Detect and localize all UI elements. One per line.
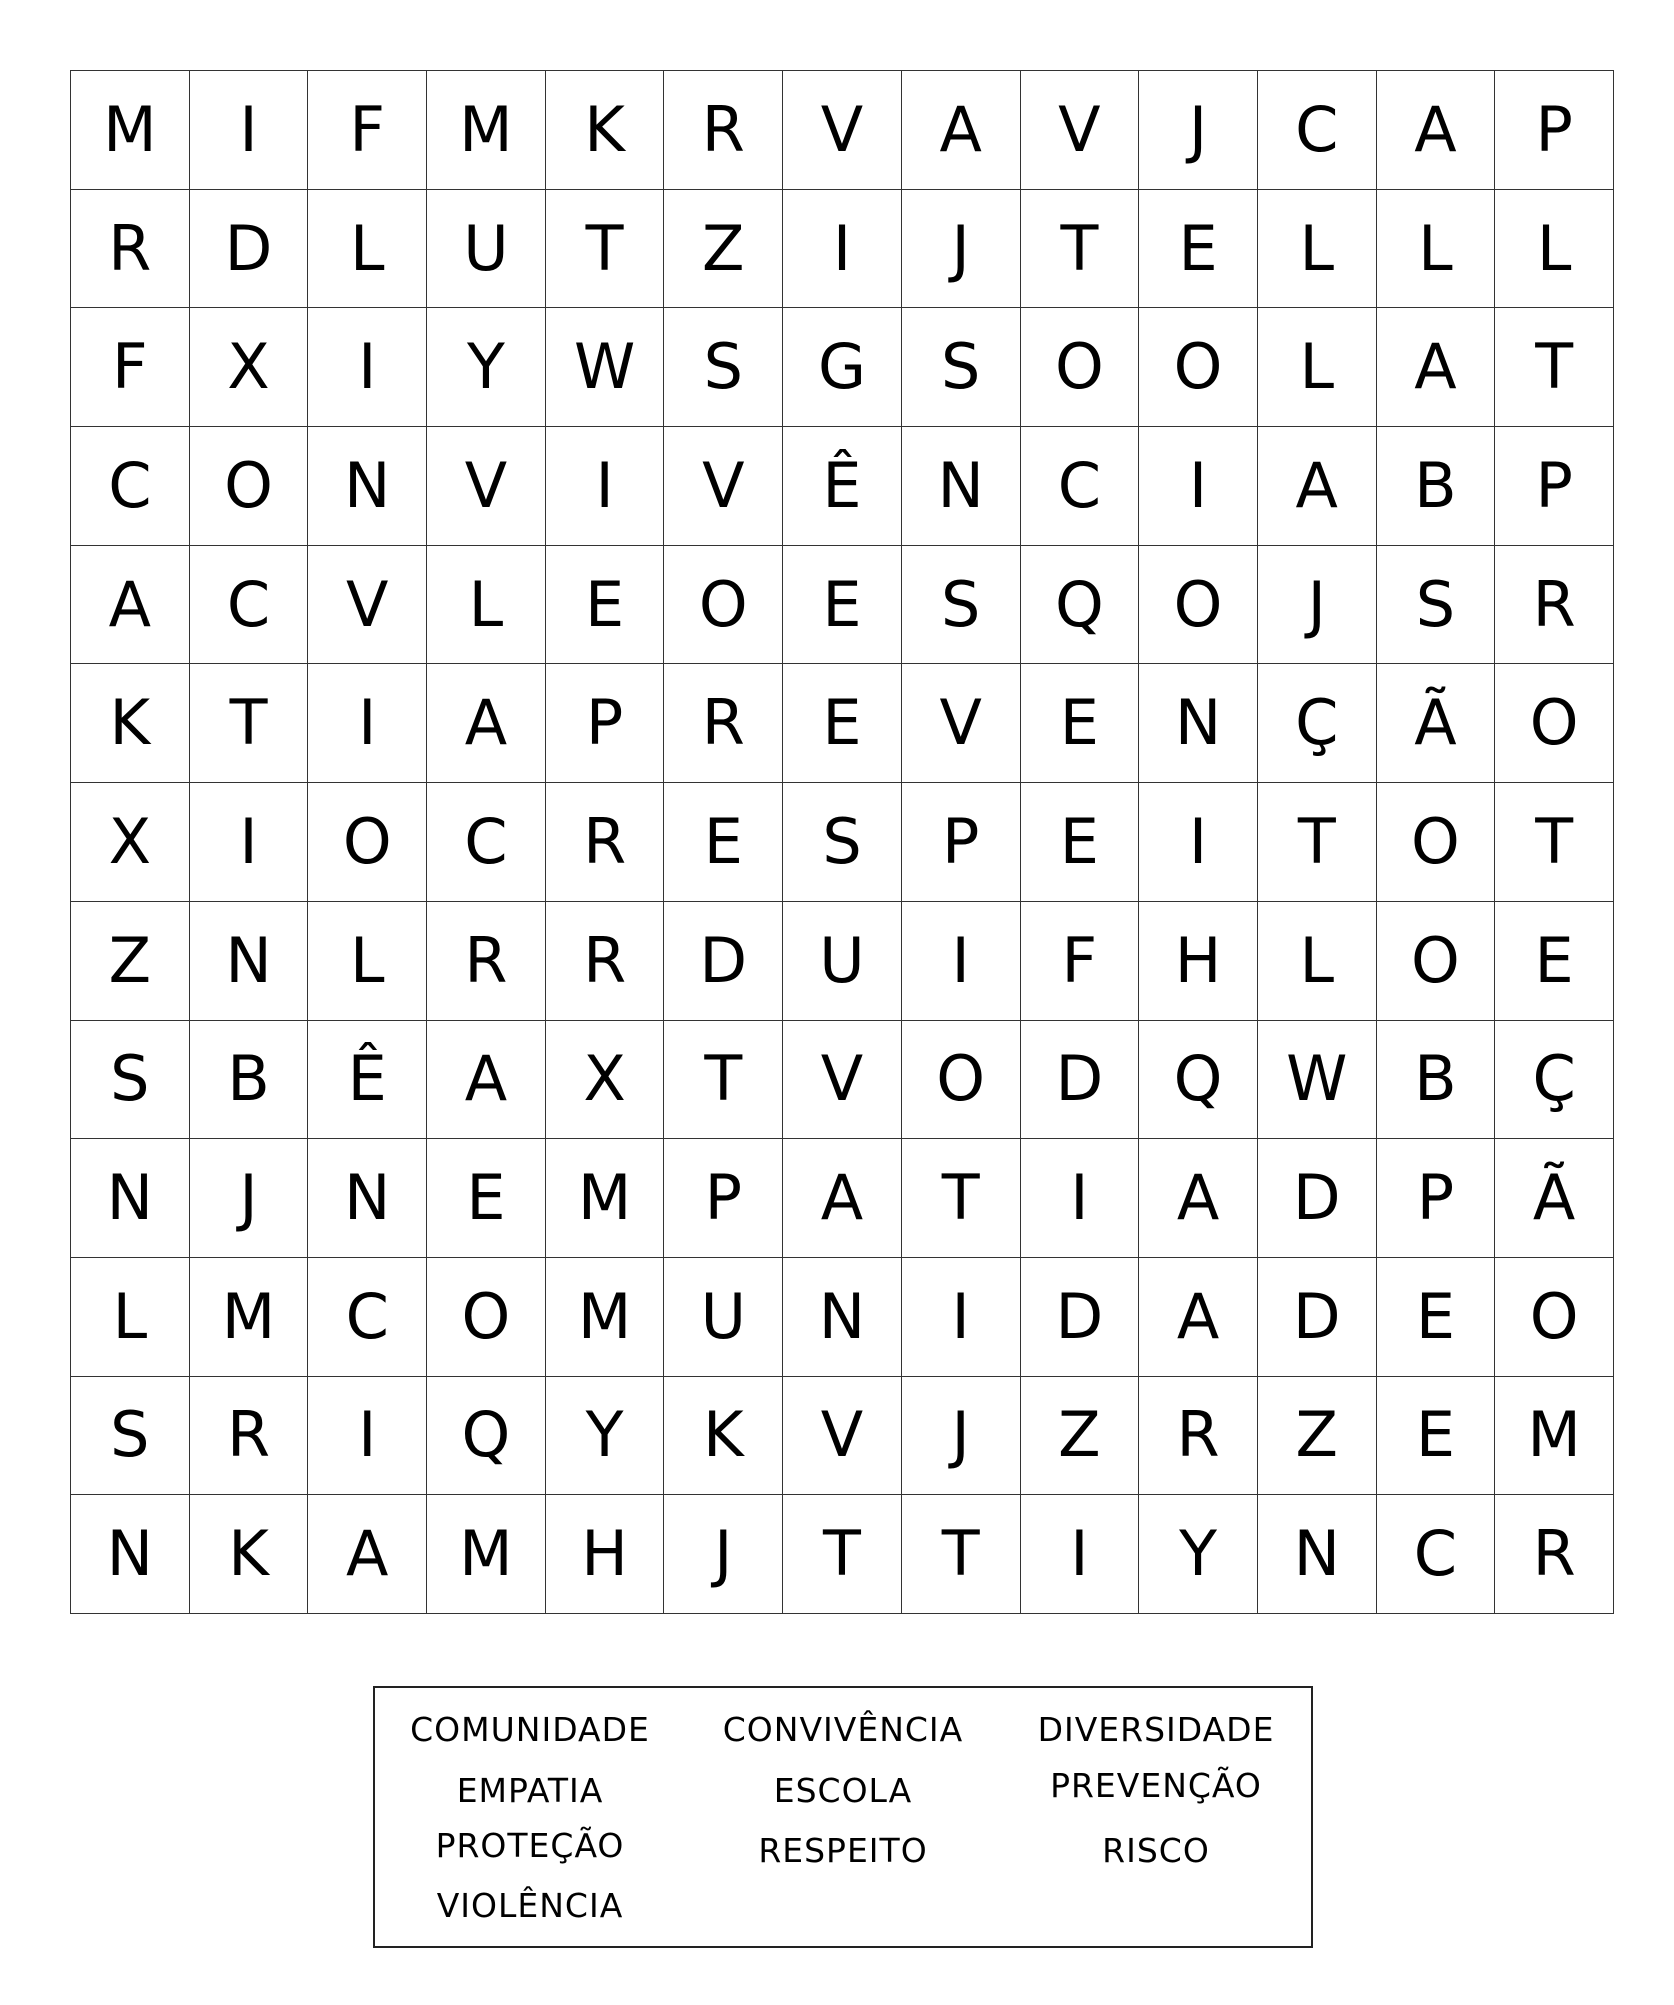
- grid-cell[interactable]: E: [546, 546, 665, 665]
- grid-cell[interactable]: E: [1377, 1377, 1496, 1496]
- grid-cell[interactable]: V: [1021, 71, 1140, 190]
- grid-cell[interactable]: K: [546, 71, 665, 190]
- grid-cell[interactable]: T: [190, 664, 309, 783]
- grid-cell[interactable]: I: [1139, 427, 1258, 546]
- grid-cell[interactable]: F: [71, 308, 190, 427]
- grid-cell[interactable]: V: [902, 664, 1021, 783]
- grid-cell[interactable]: W: [1258, 1021, 1377, 1140]
- grid-cell[interactable]: Z: [1021, 1377, 1140, 1496]
- grid-cell[interactable]: S: [1377, 546, 1496, 665]
- grid-cell[interactable]: I: [190, 71, 309, 190]
- grid-cell[interactable]: C: [190, 546, 309, 665]
- grid-cell[interactable]: M: [427, 1495, 546, 1614]
- grid-cell[interactable]: O: [1021, 308, 1140, 427]
- grid-cell[interactable]: J: [664, 1495, 783, 1614]
- grid-cell[interactable]: T: [783, 1495, 902, 1614]
- grid-cell[interactable]: S: [71, 1021, 190, 1140]
- grid-cell[interactable]: N: [308, 427, 427, 546]
- grid-cell[interactable]: J: [1258, 546, 1377, 665]
- grid-cell[interactable]: J: [902, 1377, 1021, 1496]
- grid-cell[interactable]: R: [1139, 1377, 1258, 1496]
- grid-cell[interactable]: T: [664, 1021, 783, 1140]
- grid-cell[interactable]: D: [1021, 1258, 1140, 1377]
- grid-cell[interactable]: M: [190, 1258, 309, 1377]
- grid-cell[interactable]: I: [308, 664, 427, 783]
- grid-cell[interactable]: S: [902, 308, 1021, 427]
- word-list-item: CONVIVÊNCIA: [722, 1710, 964, 1749]
- grid-cell[interactable]: K: [190, 1495, 309, 1614]
- grid-cell[interactable]: Q: [1021, 546, 1140, 665]
- grid-cell[interactable]: C: [71, 427, 190, 546]
- word-list-item: VIOLÊNCIA: [436, 1886, 624, 1925]
- grid-cell[interactable]: E: [783, 546, 902, 665]
- grid-cell[interactable]: I: [1021, 1139, 1140, 1258]
- grid-cell[interactable]: I: [190, 783, 309, 902]
- grid-cell[interactable]: L: [1258, 902, 1377, 1021]
- grid-cell[interactable]: U: [427, 190, 546, 309]
- grid-cell[interactable]: P: [902, 783, 1021, 902]
- grid-cell[interactable]: C: [1258, 71, 1377, 190]
- grid-cell[interactable]: O: [308, 783, 427, 902]
- grid-cell[interactable]: Ã: [1377, 664, 1496, 783]
- word-list-item: PREVENÇÃO: [1050, 1766, 1262, 1805]
- grid-cell[interactable]: U: [664, 1258, 783, 1377]
- grid-cell[interactable]: P: [664, 1139, 783, 1258]
- grid-cell[interactable]: E: [427, 1139, 546, 1258]
- grid-cell[interactable]: D: [1021, 1021, 1140, 1140]
- grid-cell[interactable]: S: [71, 1377, 190, 1496]
- grid-cell[interactable]: I: [308, 1377, 427, 1496]
- word-list: [373, 1686, 1313, 1948]
- grid-cell[interactable]: N: [783, 1258, 902, 1377]
- grid-cell[interactable]: A: [1258, 427, 1377, 546]
- grid-cell[interactable]: W: [546, 308, 665, 427]
- grid-cell[interactable]: P: [1495, 71, 1614, 190]
- grid-cell[interactable]: J: [1139, 71, 1258, 190]
- grid-cell[interactable]: E: [1021, 783, 1140, 902]
- grid-cell[interactable]: O: [1377, 783, 1496, 902]
- grid-cell[interactable]: Z: [664, 190, 783, 309]
- grid-cell[interactable]: A: [1377, 71, 1496, 190]
- grid-cell[interactable]: C: [1377, 1495, 1496, 1614]
- word-list-item: EMPATIA: [456, 1771, 604, 1810]
- grid-cell[interactable]: E: [783, 664, 902, 783]
- grid-cell[interactable]: Ç: [1258, 664, 1377, 783]
- word-search-grid: [70, 70, 1614, 1614]
- grid-cell[interactable]: P: [546, 664, 665, 783]
- grid-cell[interactable]: Ê: [783, 427, 902, 546]
- grid-cell[interactable]: Y: [1139, 1495, 1258, 1614]
- grid-cell[interactable]: Ã: [1495, 1139, 1614, 1258]
- grid-cell[interactable]: V: [427, 427, 546, 546]
- grid-cell[interactable]: L: [1495, 190, 1614, 309]
- grid-cell[interactable]: X: [71, 783, 190, 902]
- grid-cell[interactable]: R: [427, 902, 546, 1021]
- grid-cell[interactable]: L: [308, 190, 427, 309]
- grid-cell[interactable]: C: [427, 783, 546, 902]
- grid-cell[interactable]: C: [1021, 427, 1140, 546]
- grid-cell[interactable]: M: [71, 71, 190, 190]
- grid-cell[interactable]: M: [427, 71, 546, 190]
- grid-cell[interactable]: L: [1258, 190, 1377, 309]
- grid-cell[interactable]: I: [546, 427, 665, 546]
- grid-cell[interactable]: V: [783, 1021, 902, 1140]
- grid-cell[interactable]: Ç: [1495, 1021, 1614, 1140]
- grid-cell[interactable]: T: [1021, 190, 1140, 309]
- grid-cell[interactable]: E: [1495, 902, 1614, 1021]
- grid-cell[interactable]: H: [1139, 902, 1258, 1021]
- grid-cell[interactable]: I: [783, 190, 902, 309]
- grid-cell[interactable]: Q: [1139, 1021, 1258, 1140]
- grid-cell[interactable]: N: [1139, 664, 1258, 783]
- word-list-item: PROTEÇÃO: [435, 1826, 625, 1865]
- grid-cell[interactable]: T: [902, 1139, 1021, 1258]
- grid-cell[interactable]: S: [664, 308, 783, 427]
- grid-cell[interactable]: N: [1258, 1495, 1377, 1614]
- grid-cell[interactable]: R: [664, 71, 783, 190]
- grid-cell[interactable]: H: [546, 1495, 665, 1614]
- grid-cell[interactable]: C: [308, 1258, 427, 1377]
- grid-cell[interactable]: F: [1021, 902, 1140, 1021]
- grid-cell[interactable]: F: [308, 71, 427, 190]
- grid-cell[interactable]: T: [902, 1495, 1021, 1614]
- grid-cell[interactable]: R: [546, 783, 665, 902]
- grid-cell[interactable]: T: [546, 190, 665, 309]
- grid-cell[interactable]: X: [546, 1021, 665, 1140]
- grid-cell[interactable]: J: [902, 190, 1021, 309]
- grid-cell[interactable]: X: [190, 308, 309, 427]
- grid-cell[interactable]: I: [902, 1258, 1021, 1377]
- grid-cell[interactable]: K: [71, 664, 190, 783]
- grid-cell[interactable]: L: [308, 902, 427, 1021]
- grid-cell[interactable]: A: [427, 1021, 546, 1140]
- grid-cell[interactable]: R: [71, 190, 190, 309]
- grid-cell[interactable]: B: [190, 1021, 309, 1140]
- grid-cell[interactable]: D: [190, 190, 309, 309]
- grid-cell[interactable]: P: [1495, 427, 1614, 546]
- grid-cell[interactable]: A: [783, 1139, 902, 1258]
- grid-cell[interactable]: S: [902, 546, 1021, 665]
- grid-cell[interactable]: K: [664, 1377, 783, 1496]
- grid-cell[interactable]: M: [546, 1258, 665, 1377]
- grid-cell[interactable]: V: [783, 1377, 902, 1496]
- grid-cell[interactable]: Y: [427, 308, 546, 427]
- word-list-item: RESPEITO: [758, 1831, 928, 1870]
- grid-cell[interactable]: Q: [427, 1377, 546, 1496]
- grid-cell[interactable]: M: [1495, 1377, 1614, 1496]
- word-list-item: ESCOLA: [773, 1771, 913, 1810]
- grid-cell[interactable]: O: [1377, 902, 1496, 1021]
- grid-cell[interactable]: N: [308, 1139, 427, 1258]
- grid-cell[interactable]: L: [427, 546, 546, 665]
- grid-cell[interactable]: T: [1258, 783, 1377, 902]
- grid-cell[interactable]: N: [71, 1495, 190, 1614]
- grid-cell[interactable]: D: [1258, 1139, 1377, 1258]
- grid-cell[interactable]: T: [1495, 308, 1614, 427]
- grid-cell[interactable]: N: [71, 1139, 190, 1258]
- word-list-item: RISCO: [1102, 1831, 1210, 1870]
- grid-cell[interactable]: E: [1021, 664, 1140, 783]
- grid-cell[interactable]: E: [1377, 1258, 1496, 1377]
- grid-cell[interactable]: R: [190, 1377, 309, 1496]
- grid-cell[interactable]: O: [190, 427, 309, 546]
- grid-cell[interactable]: A: [71, 546, 190, 665]
- grid-cell[interactable]: A: [1139, 1258, 1258, 1377]
- grid-cell[interactable]: N: [902, 427, 1021, 546]
- grid-cell[interactable]: Z: [1258, 1377, 1377, 1496]
- grid-cell[interactable]: B: [1377, 1021, 1496, 1140]
- grid-cell[interactable]: G: [783, 308, 902, 427]
- grid-cell[interactable]: R: [1495, 546, 1614, 665]
- grid-cell[interactable]: O: [1495, 664, 1614, 783]
- grid-cell[interactable]: L: [1258, 308, 1377, 427]
- grid-cell[interactable]: V: [308, 546, 427, 665]
- grid-cell[interactable]: M: [546, 1139, 665, 1258]
- grid-cell[interactable]: I: [1139, 783, 1258, 902]
- grid-cell[interactable]: I: [902, 902, 1021, 1021]
- grid-cell[interactable]: L: [71, 1258, 190, 1377]
- grid-cell[interactable]: O: [1495, 1258, 1614, 1377]
- grid-cell[interactable]: E: [1139, 190, 1258, 309]
- grid-cell[interactable]: R: [1495, 1495, 1614, 1614]
- grid-cell[interactable]: T: [1495, 783, 1614, 902]
- grid-cell[interactable]: Ê: [308, 1021, 427, 1140]
- grid-cell[interactable]: A: [1139, 1139, 1258, 1258]
- grid-cell[interactable]: J: [190, 1139, 309, 1258]
- grid-cell[interactable]: P: [1377, 1139, 1496, 1258]
- grid-cell[interactable]: Y: [546, 1377, 665, 1496]
- grid-cell[interactable]: D: [1258, 1258, 1377, 1377]
- grid-cell[interactable]: D: [664, 902, 783, 1021]
- grid-cell[interactable]: R: [546, 902, 665, 1021]
- grid-cell[interactable]: U: [783, 902, 902, 1021]
- word-list-item: DIVERSIDADE: [1037, 1710, 1275, 1749]
- grid-cell[interactable]: V: [783, 71, 902, 190]
- grid-cell[interactable]: I: [308, 308, 427, 427]
- grid-cell[interactable]: O: [664, 546, 783, 665]
- grid-cell[interactable]: A: [308, 1495, 427, 1614]
- grid-cell[interactable]: O: [1139, 546, 1258, 665]
- grid-cell[interactable]: S: [783, 783, 902, 902]
- grid-cell[interactable]: N: [190, 902, 309, 1021]
- grid-cell[interactable]: E: [664, 783, 783, 902]
- grid-cell[interactable]: A: [902, 71, 1021, 190]
- grid-cell[interactable]: I: [1021, 1495, 1140, 1614]
- grid-cell[interactable]: L: [1377, 190, 1496, 309]
- grid-cell[interactable]: O: [902, 1021, 1021, 1140]
- grid-cell[interactable]: B: [1377, 427, 1496, 546]
- grid-cell[interactable]: V: [664, 427, 783, 546]
- grid-cell[interactable]: Z: [71, 902, 190, 1021]
- grid-cell[interactable]: O: [1139, 308, 1258, 427]
- word-list-item: COMUNIDADE: [410, 1710, 650, 1749]
- grid-cell[interactable]: R: [664, 664, 783, 783]
- grid-cell[interactable]: A: [427, 664, 546, 783]
- grid-cell[interactable]: A: [1377, 308, 1496, 427]
- grid-cell[interactable]: O: [427, 1258, 546, 1377]
